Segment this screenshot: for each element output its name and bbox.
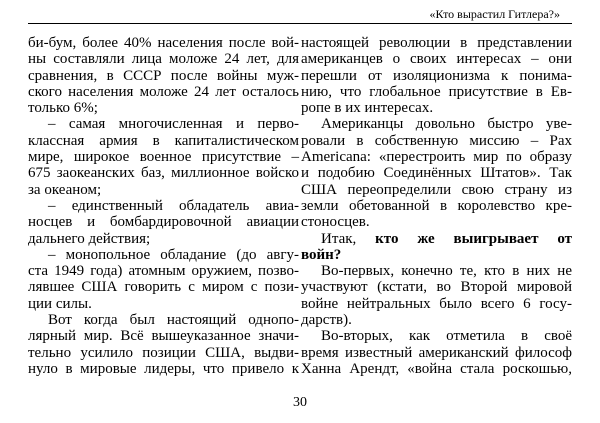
header-rule	[28, 23, 572, 24]
text-line: настоящей революции в представлении	[301, 35, 572, 51]
text-line: Ханна Арендт, «война стала роскошью,	[301, 360, 572, 377]
text-line: Американцы довольно быстро уве-	[321, 116, 572, 133]
text-line: Во-вторых, как отметила в своё	[321, 328, 572, 345]
text-line: ского населения моложе 24 лет осталось	[28, 83, 299, 100]
text-line: войне нейтральных было всего 6 госу-	[301, 295, 572, 312]
question-line	[301, 231, 572, 247]
text-line: Во-первых, конечно те, кто в них не	[321, 263, 572, 280]
text-line: за океаном;	[28, 181, 102, 198]
text-line: би-бум, более 40% населения после вой-	[28, 35, 299, 51]
text-line: классная армия в капиталистическом	[28, 132, 299, 149]
text-line: ропе в их интересах.	[301, 100, 434, 117]
text-line: сравнения, в СССР после войны муж-	[28, 67, 299, 84]
question-bold-text: кто же выигрывает от	[375, 230, 572, 247]
text-line: ста 1949 года) атомным оружием, позво-	[28, 263, 299, 280]
text-line: лярный мир. Всё вышеуказанное значи-	[28, 328, 299, 345]
text-line: только 6%;	[28, 100, 98, 117]
text-line: носцев и бомбардировочной авиации	[28, 214, 299, 231]
question-line-end: войн?	[301, 246, 342, 263]
text-line: земли обетованной в королевство кре-	[301, 197, 572, 214]
text-line: 675 заокеанских баз, миллионное войско	[28, 165, 299, 182]
text-line: США переопределили свою страну из	[301, 181, 572, 198]
text-line: тельно усилило позиции США, выдви-	[28, 344, 299, 361]
text-line: – самая многочисленная и перво-	[48, 116, 299, 133]
text-line: стоносцев.	[301, 214, 370, 231]
text-line: и подобию Соединённых Штатов». Так	[301, 165, 572, 182]
text-line: – монопольное обладание (до авгу-	[48, 246, 299, 263]
text-line: нию, что глобальное присутствие в Ев-	[301, 83, 572, 100]
text-line: американцев о своих интересах – они	[301, 51, 572, 68]
text-line: ровали в собственную миссию – Pax	[301, 132, 572, 149]
text-line: ны составляли лица моложе 24 лет, для	[28, 51, 299, 68]
text-line: участвуют (кстати, во Второй мировой	[301, 279, 572, 296]
text-line: ции силы.	[28, 295, 92, 312]
text-line: Americana: «перестроить мир по образу	[301, 149, 572, 166]
text-line: перешли от изоляционизма к понима-	[301, 67, 572, 84]
page-number: 30	[293, 395, 307, 410]
running-title: «Кто вырастил Гитлера?»	[429, 7, 560, 21]
text-line: нуло в мировые лидеры, что привело к	[28, 360, 299, 377]
text-line: дальнего действия;	[28, 230, 151, 247]
text-line: – единственный обладатель авиа-	[48, 197, 299, 214]
left-column	[28, 35, 299, 377]
text-line: мире, широкое военное присутствие –	[28, 149, 299, 166]
right-column	[301, 35, 572, 377]
text-line: дарств).	[301, 312, 352, 329]
text-line: время известный американский философ	[301, 344, 572, 361]
question-prefix: Итак,	[321, 230, 376, 247]
text-line: лявшее США говорить с миром с пози-	[28, 279, 299, 296]
text-line: Вот когда был настоящий однопо-	[48, 312, 299, 329]
